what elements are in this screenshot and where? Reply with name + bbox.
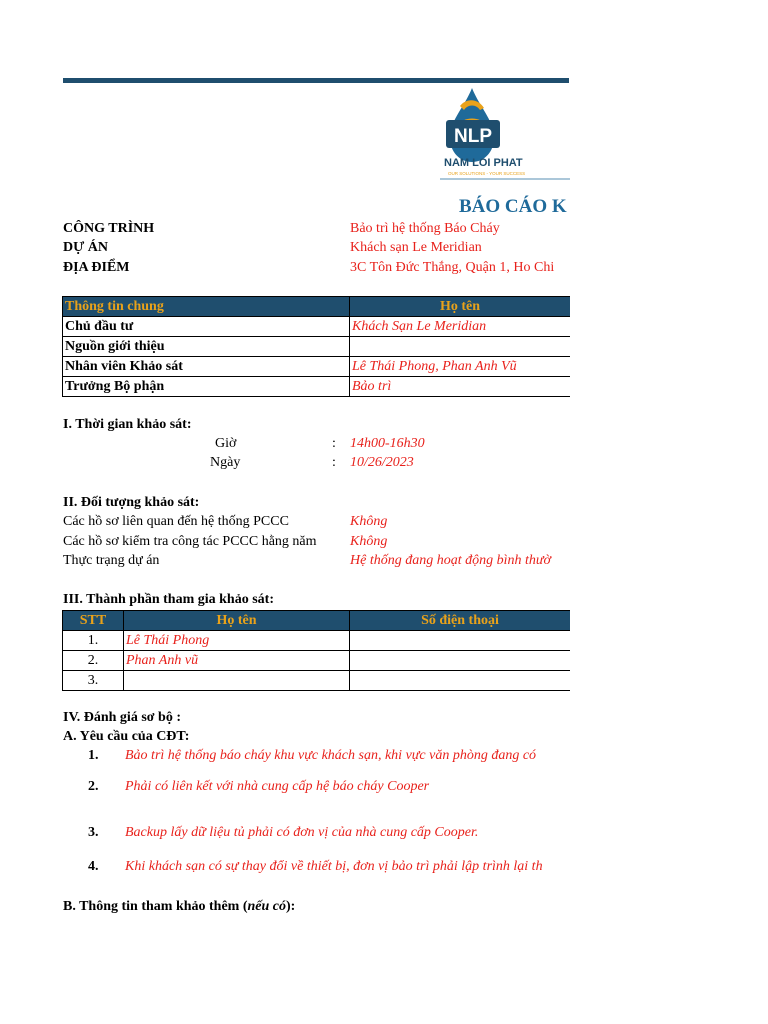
logo-drop-icon xyxy=(440,86,570,182)
du-an-value: Khách sạn Le Meridian xyxy=(350,240,482,255)
section-1-title: I. Thời gian khảo sát: xyxy=(63,417,192,432)
section-4-title: IV. Đánh giá sơ bộ : xyxy=(63,710,181,725)
section-2-title: II. Đối tượng khảo sát: xyxy=(63,495,200,510)
table-cell: Trưởng Bộ phận xyxy=(63,377,350,397)
header-bar xyxy=(63,78,569,83)
general-info-table xyxy=(62,296,570,397)
table-cell: 2. xyxy=(63,651,124,671)
table-row xyxy=(63,631,571,651)
header-cell: STT xyxy=(63,611,124,631)
reference-info-prefix: B. Thông tin tham khảo thêm ( xyxy=(63,899,248,914)
reference-info-title xyxy=(63,899,295,915)
requirement-text: Khi khách sạn có sự thay đổi về thiết bị, đơn vị bảo trì phải lập trình lại th xyxy=(125,859,543,874)
reference-info-note: nếu có xyxy=(247,899,287,914)
du-an-label: DỰ ÁN xyxy=(63,240,108,255)
requirement-text: Phải có liên kết với nhà cung cấp hệ báo cháy Cooper xyxy=(125,779,430,794)
table-cell xyxy=(350,671,571,691)
header-cell: Thông tin chung xyxy=(63,297,350,317)
survey-item-label: Các hồ sơ liên quan đến hệ thống PCCC xyxy=(63,514,289,529)
survey-item-label: Các hồ sơ kiểm tra công tác PCCC hằng năm xyxy=(63,534,317,549)
table-row xyxy=(63,377,571,397)
table-row xyxy=(63,337,571,357)
dia-diem-value: 3C Tôn Đức Thắng, Quận 1, Ho Chi xyxy=(350,260,555,275)
requirement-text: Backup lấy dữ liệu tủ phải có đơn vị của nhà cung cấp Cooper. xyxy=(125,825,479,840)
survey-item-value: Hệ thống đang hoạt động bình thườ xyxy=(350,553,551,568)
company-logo xyxy=(440,86,570,182)
cong-trinh-value: Bảo trì hệ thống Báo Cháy xyxy=(350,221,500,236)
participants-table xyxy=(62,610,570,691)
cong-trinh-label: CÔNG TRÌNH xyxy=(63,221,155,236)
header-cell: Họ tên xyxy=(350,297,571,317)
ngay-label: Ngày xyxy=(210,455,241,470)
table-cell: Khách Sạn Le Meridian xyxy=(350,317,571,337)
section-3-title: III. Thành phần tham gia khảo sát: xyxy=(63,592,274,607)
table-cell: Lê Thái Phong, Phan Anh Vũ xyxy=(350,357,571,377)
report-title: BÁO CÁO K xyxy=(459,196,567,217)
table-cell xyxy=(350,651,571,671)
table-cell: 3. xyxy=(63,671,124,691)
reference-info-suffix: ): xyxy=(286,899,296,914)
table-cell: Phan Anh vũ xyxy=(124,651,350,671)
requirements-title: A. Yêu cầu của CĐT: xyxy=(63,729,190,744)
svg-text:NLP: NLP xyxy=(454,126,492,147)
header-cell: Họ tên xyxy=(124,611,350,631)
requirement-number: 4. xyxy=(88,859,99,874)
ngay-value: 10/26/2023 xyxy=(350,455,414,470)
svg-text:NAM LOI PHAT: NAM LOI PHAT xyxy=(444,157,523,169)
table-cell xyxy=(350,631,571,651)
dia-diem-label: ĐỊA ĐIỂM xyxy=(63,260,130,275)
requirement-number: 2. xyxy=(88,779,99,794)
table-row xyxy=(63,317,571,337)
table-cell: Chủ đầu tư xyxy=(63,317,350,337)
table-cell xyxy=(350,337,571,357)
table-cell: 1. xyxy=(63,631,124,651)
survey-item-value: Không xyxy=(350,514,388,529)
table-cell: Nhân viên Khảo sát xyxy=(63,357,350,377)
colon: : xyxy=(332,436,336,451)
gio-value: 14h00-16h30 xyxy=(350,436,425,451)
gio-label: Giờ xyxy=(215,436,237,451)
requirement-number: 1. xyxy=(88,748,99,763)
table-cell: Bảo trì xyxy=(350,377,571,397)
survey-item-value: Không xyxy=(350,534,388,549)
table-cell xyxy=(124,671,350,691)
survey-item-label: Thực trạng dự án xyxy=(63,553,160,568)
header-cell: Số điện thoại xyxy=(350,611,571,631)
table-row xyxy=(63,357,571,377)
svg-text:OUR SOLUTIONS - YOUR SUCCESS: OUR SOLUTIONS - YOUR SUCCESS xyxy=(448,171,526,176)
table-header-row xyxy=(63,297,571,317)
table-row xyxy=(63,651,571,671)
requirement-text: Bảo trì hệ thống báo cháy khu vực khách sạn, khi vực văn phòng đang có xyxy=(125,748,537,763)
table-cell: Nguồn giới thiệu xyxy=(63,337,350,357)
colon: : xyxy=(332,455,336,470)
table-cell: Lê Thái Phong xyxy=(124,631,350,651)
table-header-row xyxy=(63,611,571,631)
table-row xyxy=(63,671,571,691)
requirement-number: 3. xyxy=(88,825,99,840)
